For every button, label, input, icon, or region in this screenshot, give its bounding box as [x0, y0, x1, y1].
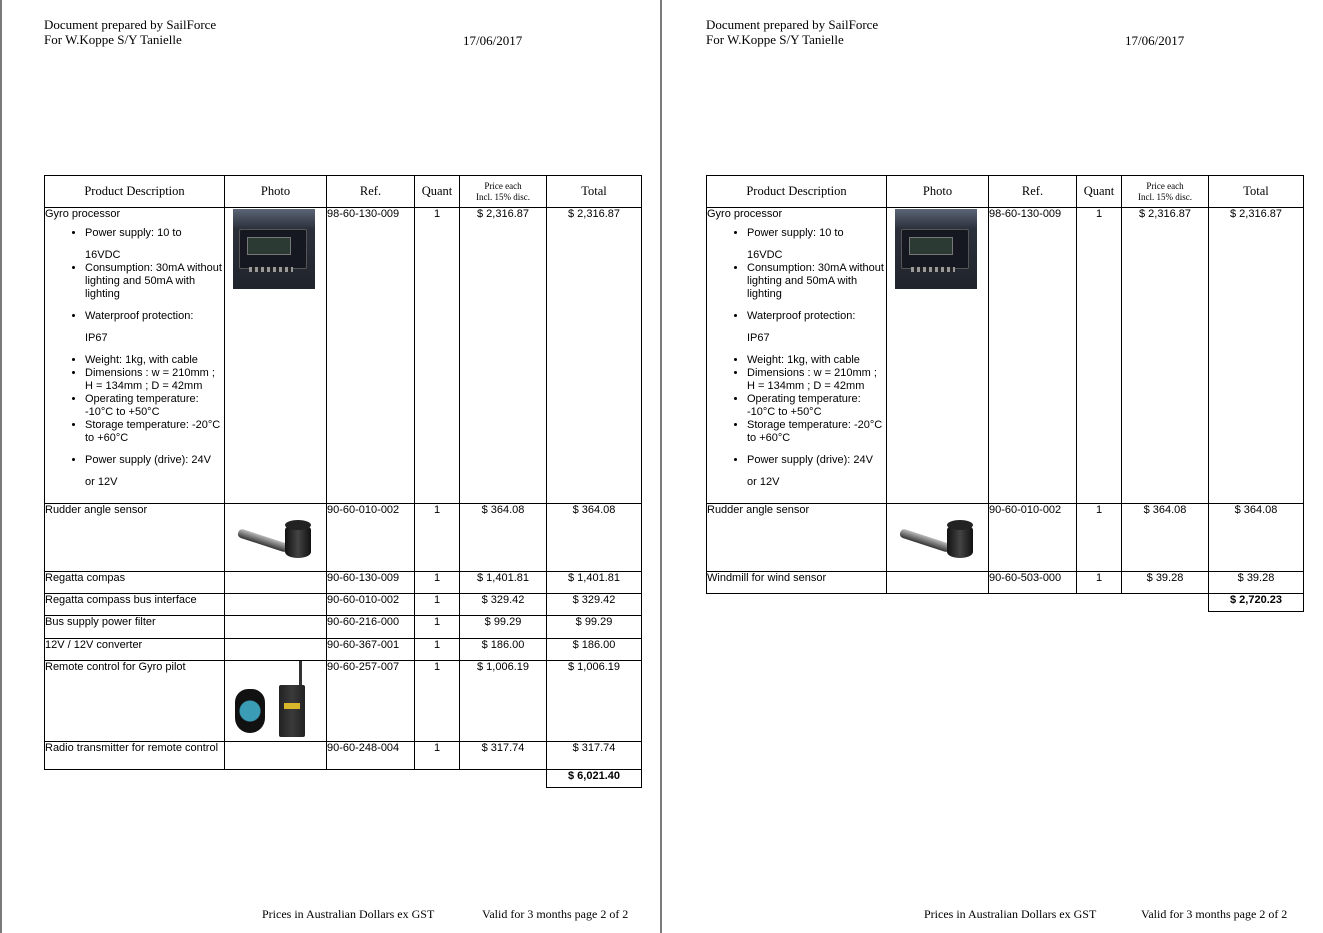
item-description — [45, 616, 225, 639]
item-photo — [225, 208, 327, 504]
rudder-sensor-image — [235, 510, 317, 570]
item-name: Gyro processor — [45, 208, 121, 220]
item-price: $ 317.74 — [460, 742, 547, 770]
rudder-sensor-image — [897, 510, 979, 570]
item-total: $ 317.74 — [547, 742, 642, 770]
spec-item: • Waterproof protection: IP67 — [747, 310, 886, 345]
item-description — [45, 639, 225, 661]
grand-total: $ 2,720.23 — [1209, 594, 1304, 612]
item-description — [707, 208, 887, 504]
item-ref: 98-60-130-009 — [327, 208, 415, 504]
item-ref: 90-60-248-004 — [327, 742, 415, 770]
item-total: $ 364.08 — [1209, 504, 1304, 572]
remote-control-image — [233, 661, 315, 741]
client-line: For W.Koppe S/Y Tanielle — [706, 32, 844, 47]
col-photo: Photo — [887, 176, 989, 208]
item-name: 12V / 12V converter — [45, 639, 143, 651]
table-row — [45, 742, 642, 770]
col-description: Product Description — [45, 176, 225, 208]
footer-validity: Valid for 3 months page 2 of 2 — [1141, 907, 1288, 921]
col-ref: Ref. — [989, 176, 1077, 208]
item-name: Gyro processor — [707, 208, 783, 220]
item-ref: 90-60-010-002 — [327, 504, 415, 572]
item-description — [45, 572, 225, 594]
col-total: Total — [1209, 176, 1304, 208]
spec-item: • Storage temperature: -20°C to +60°C — [85, 419, 224, 445]
item-price: $ 2,316.87 — [460, 208, 547, 504]
quote-table — [706, 175, 1304, 612]
item-ref: 90-60-010-002 — [327, 594, 415, 616]
item-ref: 90-60-216-000 — [327, 616, 415, 639]
table-row — [45, 661, 642, 742]
item-description — [707, 572, 887, 594]
item-qty: 1 — [415, 639, 460, 661]
item-price: $ 186.00 — [460, 639, 547, 661]
item-qty: 1 — [415, 504, 460, 572]
item-photo — [225, 572, 327, 594]
item-photo — [225, 742, 327, 770]
item-total: $ 186.00 — [547, 639, 642, 661]
item-qty: 1 — [415, 208, 460, 504]
item-photo — [225, 504, 327, 572]
footer-prices-note: Prices in Australian Dollars ex GST — [924, 907, 1097, 921]
item-description — [45, 742, 225, 770]
client-line: For W.Koppe S/Y Tanielle — [44, 32, 182, 47]
table-row — [45, 504, 642, 572]
item-total: $ 99.29 — [547, 616, 642, 639]
item-total: $ 1,401.81 — [547, 572, 642, 594]
item-total: $ 329.42 — [547, 594, 642, 616]
table-row — [707, 208, 1304, 504]
spec-item: • Waterproof protection: IP67 — [85, 310, 224, 345]
item-photo — [225, 661, 327, 742]
item-ref: 90-60-257-007 — [327, 661, 415, 742]
item-photo — [225, 594, 327, 616]
item-photo — [887, 208, 989, 504]
document-header — [44, 17, 216, 47]
item-name: Remote control for Gyro pilot — [45, 661, 186, 673]
spec-item: • Power supply (drive): 24V or 12V — [747, 454, 886, 489]
col-photo: Photo — [225, 176, 327, 208]
table-row — [45, 208, 642, 504]
col-description: Product Description — [707, 176, 887, 208]
item-qty: 1 — [1077, 504, 1122, 572]
spec-item: • Operating temperature: -10°C to +50°C — [747, 393, 886, 419]
item-photo — [225, 639, 327, 661]
item-total: $ 2,316.87 — [547, 208, 642, 504]
item-name: Radio transmitter for remote control — [45, 742, 219, 754]
table-row — [707, 504, 1304, 572]
item-name: Windmill for wind sensor — [707, 572, 827, 584]
item-total: $ 2,316.87 — [1209, 208, 1304, 504]
item-total: $ 39.28 — [1209, 572, 1304, 594]
col-total: Total — [547, 176, 642, 208]
spec-list — [707, 227, 886, 489]
item-name: Bus supply power filter — [45, 616, 156, 628]
table-row — [707, 572, 1304, 594]
col-quant: Quant — [1077, 176, 1122, 208]
item-price: $ 1,006.19 — [460, 661, 547, 742]
footer-validity: Valid for 3 months page 2 of 2 — [482, 907, 629, 921]
table-header-row — [707, 176, 1304, 208]
table-row — [45, 616, 642, 639]
item-total: $ 1,006.19 — [547, 661, 642, 742]
col-price: Price each Incl. 15% disc. — [1122, 176, 1209, 208]
document-date: 17/06/2017 — [1125, 33, 1185, 48]
right-page — [664, 0, 1323, 933]
item-name: Rudder angle sensor — [45, 504, 148, 516]
item-ref: 90-60-010-002 — [989, 504, 1077, 572]
item-name: Rudder angle sensor — [707, 504, 810, 516]
item-qty: 1 — [1077, 208, 1122, 504]
document-date: 17/06/2017 — [463, 33, 523, 48]
item-qty: 1 — [415, 594, 460, 616]
item-qty: 1 — [1077, 572, 1122, 594]
grand-total-row — [707, 594, 1304, 612]
item-name: Regatta compas — [45, 572, 126, 584]
item-price: $ 1,401.81 — [460, 572, 547, 594]
item-ref: 90-60-367-001 — [327, 639, 415, 661]
item-name: Regatta compass bus interface — [45, 594, 197, 606]
item-ref: 98-60-130-009 — [989, 208, 1077, 504]
spec-item: • Consumption: 30mA without lighting and 50mA with lighting — [85, 262, 224, 301]
gyro-processor-image — [895, 209, 977, 289]
item-description — [45, 504, 225, 572]
gyro-processor-image — [233, 209, 315, 289]
item-ref: 90-60-130-009 — [327, 572, 415, 594]
item-description — [45, 661, 225, 742]
item-price: $ 39.28 — [1122, 572, 1209, 594]
item-description — [45, 208, 225, 504]
table-row — [45, 572, 642, 594]
spec-item: • Power supply (drive): 24V or 12V — [85, 454, 224, 489]
prepared-by: Document prepared by SailForce — [706, 17, 879, 32]
item-description — [707, 504, 887, 572]
item-price: $ 2,316.87 — [1122, 208, 1209, 504]
item-qty: 1 — [415, 572, 460, 594]
item-qty: 1 — [415, 742, 460, 770]
item-price: $ 364.08 — [460, 504, 547, 572]
item-price: $ 99.29 — [460, 616, 547, 639]
spec-item: • Operating temperature: -10°C to +50°C — [85, 393, 224, 419]
col-price: Price each Incl. 15% disc. — [460, 176, 547, 208]
spec-item: • Weight: 1kg, with cable — [85, 354, 224, 367]
spec-item: • Power supply: 10 to 16VDC — [747, 227, 886, 262]
document-header — [706, 17, 878, 47]
spec-item: • Storage temperature: -20°C to +60°C — [747, 419, 886, 445]
spec-list — [45, 227, 224, 489]
footer-prices-note: Prices in Australian Dollars ex GST — [262, 907, 435, 921]
item-photo — [887, 572, 989, 594]
item-photo — [887, 504, 989, 572]
grand-total-row — [45, 770, 642, 788]
table-header-row — [45, 176, 642, 208]
spec-item: • Dimensions : w = 210mm ; H = 134mm ; D = 42mm — [747, 367, 886, 393]
col-ref: Ref. — [327, 176, 415, 208]
quote-table — [44, 175, 642, 788]
prepared-by: Document prepared by SailForce — [44, 17, 217, 32]
item-price: $ 364.08 — [1122, 504, 1209, 572]
item-total: $ 364.08 — [547, 504, 642, 572]
item-qty: 1 — [415, 661, 460, 742]
item-photo — [225, 616, 327, 639]
item-qty: 1 — [415, 616, 460, 639]
grand-total: $ 6,021.40 — [547, 770, 642, 788]
spec-item: • Consumption: 30mA without lighting and 50mA with lighting — [747, 262, 886, 301]
item-description — [45, 594, 225, 616]
spec-item: • Weight: 1kg, with cable — [747, 354, 886, 367]
col-quant: Quant — [415, 176, 460, 208]
table-row — [45, 639, 642, 661]
spec-item: • Power supply: 10 to 16VDC — [85, 227, 224, 262]
table-row — [45, 594, 642, 616]
item-price: $ 329.42 — [460, 594, 547, 616]
item-ref: 90-60-503-000 — [989, 572, 1077, 594]
spec-item: • Dimensions : w = 210mm ; H = 134mm ; D = 42mm — [85, 367, 224, 393]
